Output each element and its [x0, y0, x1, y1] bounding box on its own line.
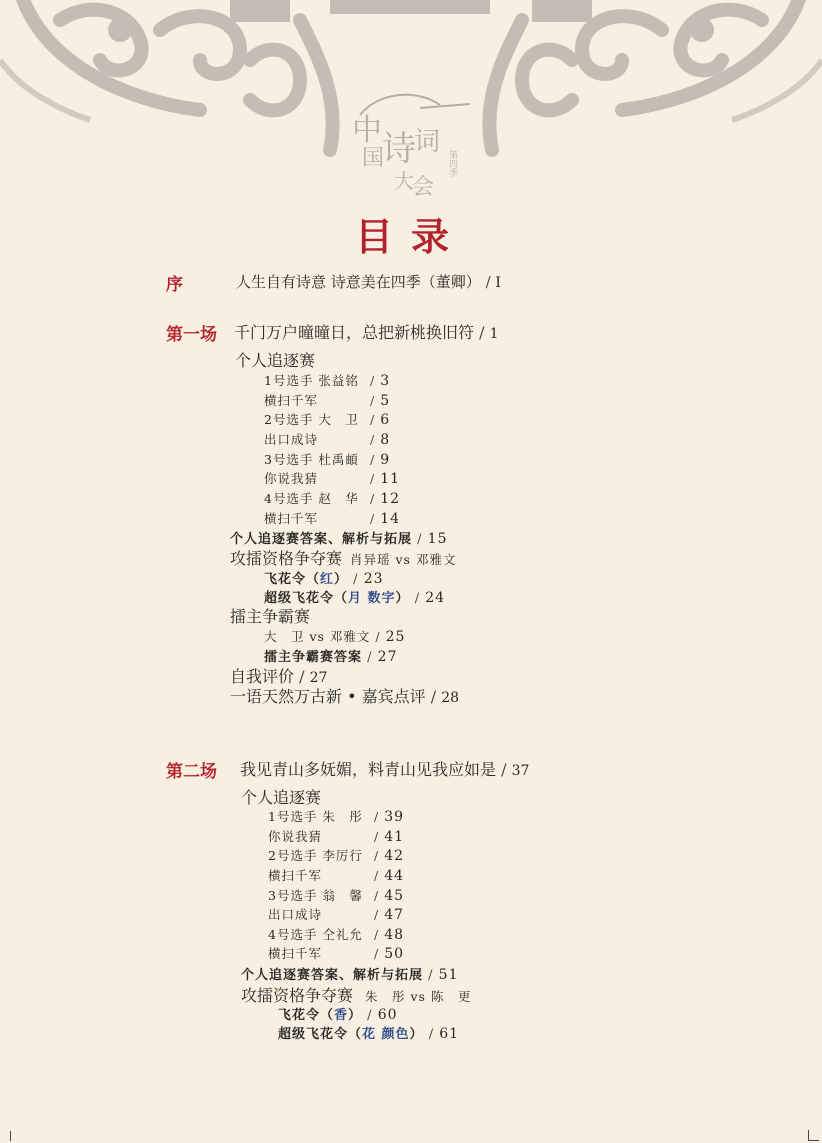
round1-super-flying-flower[interactable]: 超级飞花令（月 数字） / 24: [264, 590, 446, 606]
round2-heading[interactable]: 我见青山多妩媚，料青山见我应如是 / 37: [240, 760, 530, 779]
crop-mark-bottom-right: [808, 1130, 819, 1141]
round2-heading-text: 我见青山多妩媚，料青山见我应如是: [240, 760, 497, 779]
toc-item[interactable]: 2号选手 大 卫 / 6: [264, 412, 391, 428]
round1-qualify-players: 肖异瑶 vs 邓雅文: [350, 552, 457, 567]
round1-final-answers[interactable]: 擂主争霸赛答案 / 27: [264, 649, 398, 665]
toc-item[interactable]: 4号选手 赵 华 / 12: [264, 491, 401, 507]
round2-label: 第二场: [166, 762, 217, 782]
toc-item[interactable]: 出口成诗 / 47: [268, 907, 405, 923]
logo-char-1: 中: [352, 113, 382, 148]
toc-item[interactable]: 2号选手 李厉行 / 42: [268, 848, 405, 864]
toc-item[interactable]: 横扫千军 / 14: [264, 511, 401, 527]
toc-item[interactable]: 横扫千军 / 50: [268, 946, 405, 962]
logo-char-5: 大: [394, 169, 414, 193]
round2-answers[interactable]: 个人追逐赛答案、解析与拓展 / 51: [241, 967, 459, 983]
round1-page: 1: [489, 326, 499, 342]
logo-char-2: 国: [362, 146, 385, 171]
round1-label: 第一场: [166, 325, 217, 345]
round1-heading-text: 千门万户曈曈日，总把新桃换旧符: [234, 323, 475, 342]
season-stamp: 第四季: [447, 150, 457, 177]
round2-flying-flower[interactable]: 飞花令（香） / 60: [278, 1007, 398, 1023]
round1-flying-flower[interactable]: 飞花令（红） / 23: [264, 571, 384, 587]
toc-item[interactable]: 你说我猜 / 11: [264, 471, 401, 487]
round1-heading[interactable]: 千门万户曈曈日，总把新桃换旧符 / 1: [234, 323, 499, 342]
round2-super-flying-flower[interactable]: 超级飞花令（花 颜色） / 61: [278, 1026, 460, 1042]
logo: [352, 95, 470, 200]
page-title: 目录: [354, 214, 467, 259]
preface-label: 序: [166, 275, 183, 295]
logo-char-3: 诗: [382, 129, 416, 169]
preface-entry[interactable]: 人生自有诗意 诗意美在四季（董卿） / I: [236, 273, 501, 291]
toc-item[interactable]: 3号选手 杜禹頔 / 9: [264, 452, 391, 468]
round2-qualify-players: 朱 彤 vs 陈 更: [365, 989, 472, 1004]
round1-qualify[interactable]: 攻擂资格争夺赛 肖异瑶 vs 邓雅文: [230, 549, 457, 568]
round1-individual-label[interactable]: 个人追逐赛: [235, 351, 316, 370]
toc-item[interactable]: 1号选手 张益铭 / 3: [264, 373, 391, 389]
preface-page: I: [495, 275, 501, 291]
toc-item[interactable]: 横扫千军 / 44: [268, 868, 405, 884]
round1-self-eval[interactable]: 自我评价 / 27: [230, 667, 328, 686]
toc-item[interactable]: 1号选手 朱 彤 / 39: [268, 809, 405, 825]
toc-item[interactable]: 3号选手 翁 馨 / 45: [268, 888, 405, 904]
round1-answers[interactable]: 个人追逐赛答案、解析与拓展 / 15: [230, 531, 448, 547]
round2-qualify[interactable]: 攻擂资格争夺赛 朱 彤 vs 陈 更: [241, 986, 472, 1005]
round1-guest-review[interactable]: 一语天然万古新 • 嘉宾点评 / 28: [230, 687, 460, 706]
round1-final-label[interactable]: 擂主争霸赛: [230, 607, 311, 626]
preface-text: 人生自有诗意 诗意美在四季（董卿）: [236, 273, 481, 291]
round2-page: 37: [511, 763, 530, 779]
toc-item[interactable]: 你说我猜 / 41: [268, 829, 405, 845]
logo-char-4: 词: [414, 127, 441, 157]
round1-final-match[interactable]: 大 卫 vs 邓雅文 / 25: [264, 629, 406, 645]
crop-mark-bottom-left: [0, 1131, 11, 1141]
toc-item[interactable]: 4号选手 仝礼允 / 48: [268, 927, 405, 943]
round2-individual-label[interactable]: 个人追逐赛: [241, 788, 322, 807]
logo-char-6: 会: [412, 175, 435, 200]
header-ornament: [0, 0, 822, 200]
toc-item[interactable]: 横扫千军 / 5: [264, 393, 391, 409]
toc-item[interactable]: 出口成诗 / 8: [264, 432, 391, 448]
